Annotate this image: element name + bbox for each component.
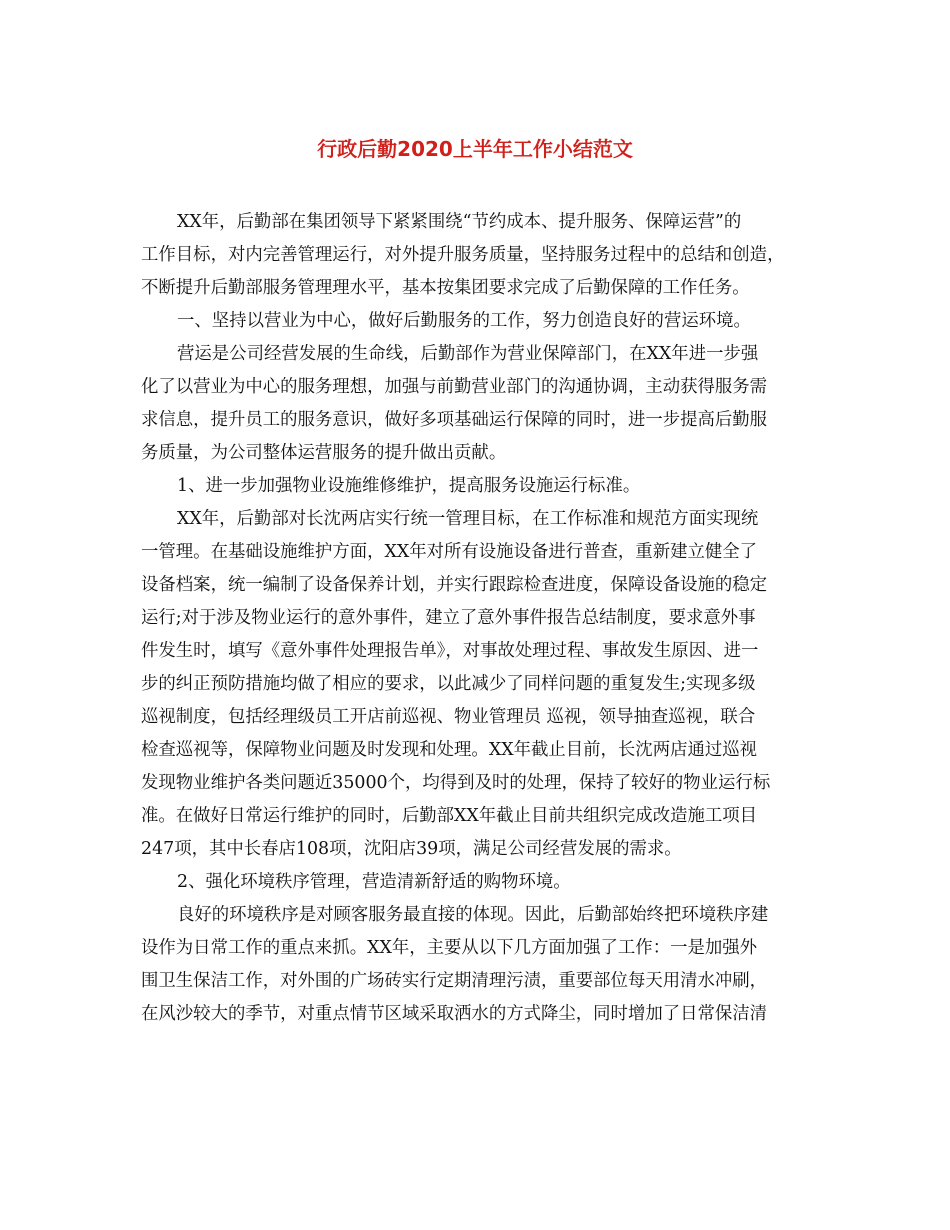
text-line: 围卫生保洁工作，对外围的广场砖实行定期清理污渍，重要部位每天用清水冲刷，	[141, 971, 768, 991]
text-line: 247项，其中长春店108项，沈阳店39项，满足公司经营发展的需求。	[141, 839, 682, 859]
text-line: 工作目标，对内完善管理运行，对外提升服务质量，坚持服务过程中的总结和创造，	[141, 245, 785, 265]
text-line: 2、强化环境秩序管理，营造清新舒适的购物环境。	[177, 872, 571, 892]
text-line: 不断提升后勤部服务管理理水平，基本按集团要求完成了后勤保障的工作任务。	[141, 278, 750, 298]
text-line: 求信息，提升员工的服务意识，做好多项基础运行保障的同时，进一步提高后勤服	[141, 410, 768, 430]
text-line: 步的纠正预防措施均做了相应的要求，以此减少了同样问题的重复发生;实现多级	[141, 674, 756, 694]
text-line: 运行;对于涉及物业运行的意外事件，建立了意外事件报告总结制度，要求意外事	[141, 608, 756, 628]
document-body	[141, 206, 831, 1031]
text-line: 营运是公司经营发展的生命线，后勤部作为营业保障部门，在XX年进一步强	[177, 344, 759, 364]
text-line: 设备档案，统一编制了设备保养计划，并实行跟踪检查进度，保障设备设施的稳定	[141, 575, 768, 595]
document-title: 行政后勤2020上半年工作小结范文	[317, 137, 633, 161]
text-line: 1、进一步加强物业设施维修维护，提高服务设施运行标准。	[177, 476, 641, 496]
text-line: 检查巡视等，保障物业问题及时发现和处理。XX年截止目前，长沈两店通过巡视	[141, 740, 758, 760]
text-line: 设作为日常工作的重点来抓。XX年，主要从以下几方面加强了工作：一是加强外	[141, 938, 758, 958]
text-line: 化了以营业为中心的服务理想，加强与前勤营业部门的沟通协调，主动获得服务需	[141, 377, 768, 397]
text-line: 良好的环境秩序是对顾客服务最直接的体现。因此，后勤部始终把环境秩序建	[177, 905, 769, 925]
text-line: 发现物业维护各类问题近35000个，均得到及时的处理，保持了较好的物业运行标	[141, 773, 771, 793]
text-line: XX年，后勤部在集团领导下紧紧围绕“节约成本、提升服务、保障运营”的	[177, 212, 742, 232]
text-line: 件发生时，填写《意外事件处理报告单》，对事故处理过程、事故发生原因、进一	[141, 641, 759, 661]
text-line: 务质量，为公司整体运营服务的提升做出贡献。	[141, 443, 507, 463]
text-line: 一、坚持以营业为中心，做好后勤服务的工作，努力创造良好的营运环境。	[177, 311, 751, 331]
text-line: 在风沙较大的季节，对重点情节区域采取洒水的方式降尘，同时增加了日常保洁清	[141, 1004, 768, 1024]
text-line: 一管理。在基础设施维护方面，XX年对所有设施设备进行普查，重新建立健全了	[141, 542, 758, 562]
text-line: 准。在做好日常运行维护的同时，后勤部XX年截止目前共组织完成改造施工项目	[141, 806, 758, 826]
text-line: 巡视制度，包括经理级员工开店前巡视、物业管理员 巡视，领导抽查巡视，联合	[141, 707, 756, 727]
text-line: XX年，后勤部对长沈两店实行统一管理目标，在工作标准和规范方面实现统	[177, 509, 759, 529]
